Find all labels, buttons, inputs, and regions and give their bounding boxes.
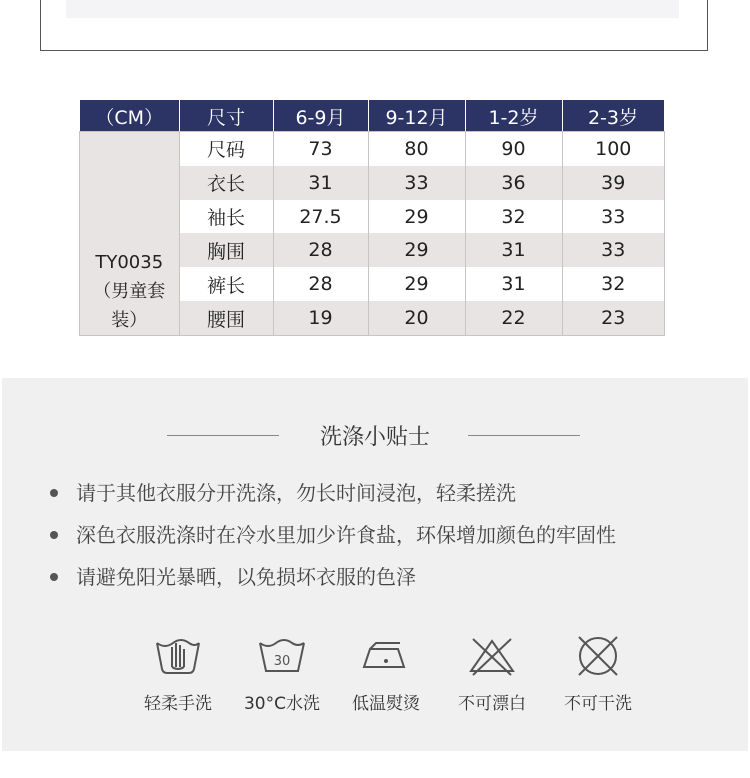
- table-cell: 100: [562, 132, 664, 166]
- svg-text:30: 30: [273, 654, 291, 669]
- row-label: 胸围: [179, 233, 273, 267]
- no-bleach-icon: [467, 633, 517, 679]
- care-title: 洗涤小贴士: [319, 425, 430, 450]
- care-item: [232, 633, 332, 714]
- no-dry-clean-icon: [573, 633, 623, 679]
- care-label: 不可干洗: [564, 694, 632, 714]
- table-cell: 80: [368, 132, 465, 166]
- table-cell: 33: [562, 200, 664, 234]
- top-frame-image: [66, 0, 679, 18]
- table-cell: 29: [368, 267, 465, 301]
- table-cell: 90: [465, 132, 562, 166]
- model-line: TY0035: [95, 252, 164, 273]
- care-item: [336, 633, 436, 714]
- bullet-icon: [50, 489, 58, 497]
- row-label: 裤长: [179, 267, 273, 301]
- table-row: [80, 132, 664, 166]
- table-cell: 31: [465, 267, 562, 301]
- column-header: 6-9月: [273, 100, 368, 132]
- table-cell: 27.5: [273, 200, 368, 234]
- table-cell: 33: [562, 233, 664, 267]
- table-cell: 32: [465, 200, 562, 234]
- care-icons-row: [2, 633, 748, 733]
- size-header: 尺寸: [179, 100, 273, 132]
- top-frame: [40, 0, 708, 51]
- bullet-icon: [50, 531, 58, 539]
- model-cell: [80, 132, 179, 335]
- care-label: 不可漂白: [458, 694, 526, 714]
- care-item: [128, 633, 228, 714]
- hand-wash-icon: [153, 633, 203, 679]
- corner-label: （CM）: [80, 100, 179, 132]
- table-cell: 31: [465, 233, 562, 267]
- list-item: [50, 522, 616, 564]
- title-divider-right: [468, 435, 580, 436]
- table-cell: 29: [368, 233, 465, 267]
- low-iron-icon: [360, 633, 412, 679]
- care-label: 30°C水洗: [243, 694, 320, 714]
- care-tips-list: [50, 480, 616, 606]
- table-cell: 20: [368, 301, 465, 335]
- care-label: 轻柔手洗: [144, 694, 212, 714]
- table-cell: 36: [465, 166, 562, 200]
- table-cell: 32: [562, 267, 664, 301]
- table-cell: 28: [273, 267, 368, 301]
- table-cell: 19: [273, 301, 368, 335]
- model-line: 装）: [111, 310, 148, 331]
- care-item: [548, 633, 648, 714]
- row-label: 腰围: [179, 301, 273, 335]
- care-label: 低温熨烫: [352, 694, 420, 714]
- column-header: 1-2岁: [465, 100, 562, 132]
- column-header: 2-3岁: [562, 100, 664, 132]
- wash-30-icon: [257, 633, 307, 679]
- care-item: [442, 633, 542, 714]
- table-cell: 28: [273, 233, 368, 267]
- row-label: 袖长: [179, 200, 273, 234]
- table-cell: 29: [368, 200, 465, 234]
- table-cell: 73: [273, 132, 368, 166]
- column-header: 9-12月: [368, 100, 465, 132]
- table-cell: 39: [562, 166, 664, 200]
- tip-text: 请于其他衣服分开洗涤，勿长时间浸泡，轻柔搓洗: [76, 481, 516, 505]
- model-line: （男童套: [93, 281, 166, 302]
- row-label: 尺码: [179, 132, 273, 166]
- row-label: 衣长: [179, 166, 273, 200]
- list-item: [50, 480, 616, 522]
- size-table-header-row: [80, 100, 664, 132]
- size-table: [80, 100, 665, 335]
- bullet-icon: [50, 573, 58, 581]
- table-cell: 33: [368, 166, 465, 200]
- tip-text: 请避免阳光暴晒，以免损坏衣服的色泽: [76, 565, 416, 589]
- tip-text: 深色衣服洗涤时在冷水里加少许食盐，环保增加颜色的牢固性: [76, 523, 616, 547]
- table-cell: 22: [465, 301, 562, 335]
- table-cell: 31: [273, 166, 368, 200]
- care-tips-section: [2, 378, 748, 751]
- list-item: [50, 564, 616, 606]
- table-cell: 23: [562, 301, 664, 335]
